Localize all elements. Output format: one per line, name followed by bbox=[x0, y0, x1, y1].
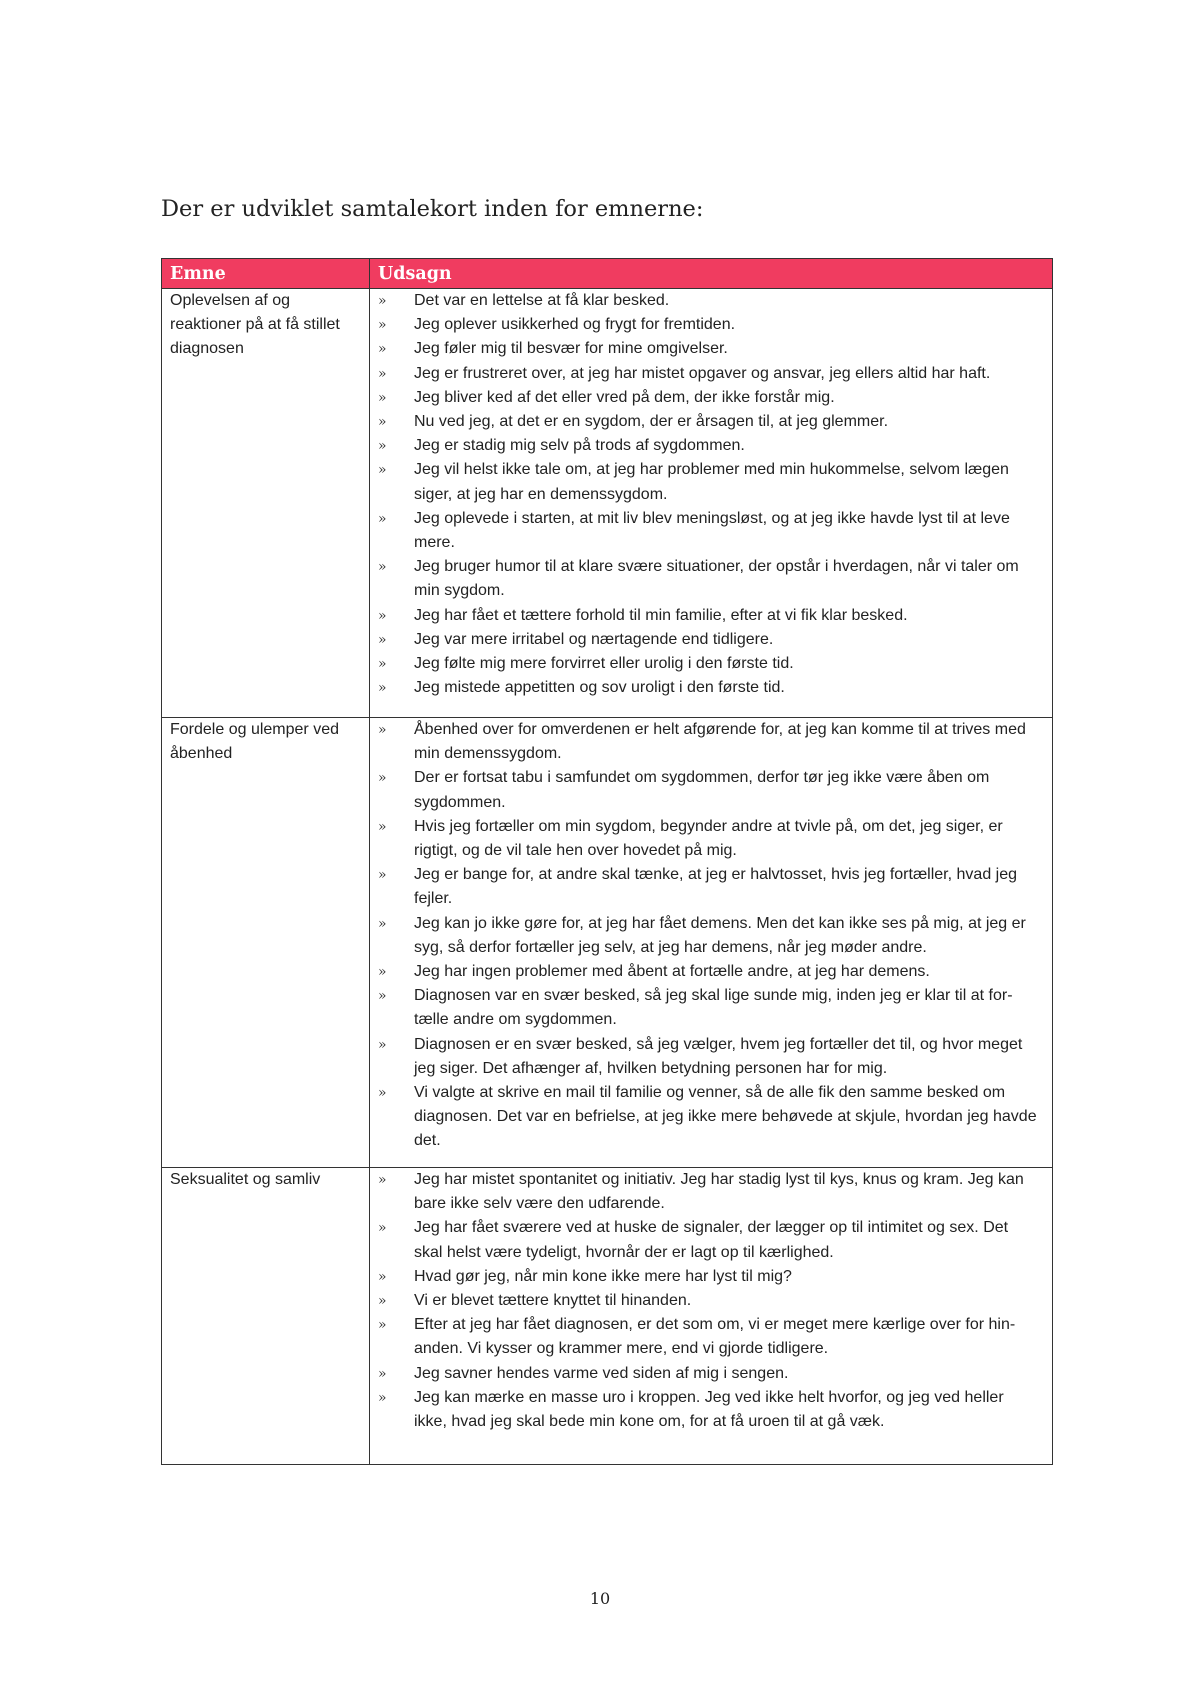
statement-text: Jeg har mistet spontanitet og initiativ. Jeg har stadig lyst til kys, knus og kram. Jeg kan bare ikke selv være den udfarende. bbox=[414, 1171, 1024, 1213]
statement-text: Jeg oplevede i starten, at mit liv blev meningsløst, og at jeg ikke havde lyst til at leve mere. bbox=[414, 509, 1010, 552]
bullet-icon: » bbox=[378, 818, 387, 835]
statement-item bbox=[378, 1289, 1044, 1313]
statement-text: Jeg er bange for, at andre skal tænke, at jeg er halvtosset, hvis jeg fortæller, hvad jeg fejler. bbox=[414, 866, 1018, 908]
bullet-icon: » bbox=[378, 365, 387, 382]
statement-text: Jeg har ingen problemer med åbent at fortælle andre, at jeg har demens. bbox=[414, 963, 930, 981]
statement-text: Efter at jeg har fået diagnosen, er det som om, vi er meget mere kærlige over for hinanden. Vi kysser og krammer mere, end vi gjorde tidligere. bbox=[414, 1316, 1016, 1358]
statement-item bbox=[378, 960, 1044, 984]
bullet-icon: » bbox=[378, 317, 387, 334]
statement-item bbox=[378, 434, 1044, 458]
intro-heading: Der er udviklet samtalekort inden for emnerne: bbox=[161, 196, 704, 222]
statement-item bbox=[378, 507, 1044, 555]
statement-item bbox=[378, 1386, 1044, 1434]
statements-cell bbox=[370, 718, 1053, 1168]
statement-item bbox=[378, 410, 1044, 434]
bullet-icon: » bbox=[378, 510, 387, 527]
statement-item bbox=[378, 1216, 1044, 1264]
statement-item bbox=[378, 628, 1044, 652]
bullet-icon: » bbox=[378, 867, 387, 884]
statement-text: Jeg bruger humor til at klare svære situationer, der opstår i hverdagen, når vi taler om min sygdom. bbox=[414, 558, 1019, 600]
statement-item bbox=[378, 912, 1044, 960]
bullet-icon: » bbox=[378, 389, 387, 406]
bullet-icon: » bbox=[378, 915, 387, 932]
bullet-icon: » bbox=[378, 438, 387, 455]
statement-list bbox=[378, 1168, 1044, 1434]
bullet-icon: » bbox=[378, 680, 387, 697]
statement-text: Jeg bliver ked af det eller vred på dem, der ikke forstår mig. bbox=[414, 388, 835, 406]
statement-item bbox=[378, 1313, 1044, 1361]
topic-cell: Fordele og ulemper ved åbenhed bbox=[162, 718, 370, 1168]
bullet-icon: » bbox=[378, 293, 387, 309]
bullet-icon: » bbox=[378, 1389, 387, 1406]
bullet-icon: » bbox=[378, 1365, 387, 1382]
bullet-icon: » bbox=[378, 1268, 387, 1285]
bullet-icon: » bbox=[378, 656, 387, 673]
statement-text: Jeg savner hendes varme ved siden af mig i sengen. bbox=[414, 1364, 789, 1382]
statement-text: Jeg kan mærke en masse uro i kroppen. Jeg ved ikke helt hvorfor, og jeg ved heller ikke, hvad jeg skal bede min kone om, for at få uroen til at gå væk. bbox=[414, 1388, 1004, 1431]
statement-text: Jeg er frustreret over, at jeg har mistet opgaver og ansvar, jeg ellers altid har haft. bbox=[414, 364, 991, 382]
statement-text: Hvis jeg fortæller om min sygdom, begynder andre at tvivle på, om det, jeg siger, er rigtigt, og de vil tale hen over hovedet på mig. bbox=[414, 817, 1003, 860]
statements-cell bbox=[370, 289, 1053, 718]
statement-item bbox=[378, 766, 1044, 814]
statement-item bbox=[378, 362, 1044, 386]
statement-text: Jeg mistede appetitten og sov uroligt i den første tid. bbox=[414, 679, 785, 697]
statement-item bbox=[378, 555, 1044, 603]
statement-text: Jeg er stadig mig selv på trods af sygdommen. bbox=[414, 437, 745, 455]
page-number: 10 bbox=[589, 1589, 611, 1608]
statement-item bbox=[378, 604, 1044, 628]
statement-text: Der er fortsat tabu i samfundet om sygdommen, derfor tør jeg ikke være åben om sygdommen. bbox=[414, 769, 990, 811]
bullet-icon: » bbox=[378, 1317, 387, 1334]
topic-cell: Seksualitet og samliv bbox=[162, 1168, 370, 1465]
bullet-icon: » bbox=[378, 414, 387, 431]
statement-text: Hvad gør jeg, når min kone ikke mere har lyst til mig? bbox=[414, 1267, 792, 1285]
bullet-icon: » bbox=[378, 1172, 387, 1188]
statement-item bbox=[378, 1265, 1044, 1289]
statement-list bbox=[378, 718, 1044, 1154]
bullet-icon: » bbox=[378, 988, 387, 1005]
bullet-icon: » bbox=[378, 607, 387, 624]
statement-text: Jeg oplever usikkerhed og frygt for fremtiden. bbox=[414, 316, 736, 334]
statement-item bbox=[378, 386, 1044, 410]
header-emne: Emne bbox=[162, 259, 370, 289]
statement-item bbox=[378, 313, 1044, 337]
statement-item bbox=[378, 337, 1044, 361]
bullet-icon: » bbox=[378, 1293, 387, 1310]
header-row bbox=[162, 259, 1053, 289]
statement-text: Vi valgte at skrive en mail til familie og venner, så de alle fik den samme besked om diagnosen. Det var en befrielse, at jeg ikke mere behøvede at skjule, hvordan jeg havde det. bbox=[414, 1084, 1037, 1150]
statement-item bbox=[378, 863, 1044, 911]
bullet-icon: » bbox=[378, 770, 387, 787]
table-row bbox=[162, 289, 1053, 718]
statement-item bbox=[378, 1362, 1044, 1386]
bullet-icon: » bbox=[378, 341, 387, 358]
statement-text: Jeg følte mig mere forvirret eller urolig i den første tid. bbox=[414, 655, 794, 673]
statement-text: Jeg kan jo ikke gøre for, at jeg har fået demens. Men det kan ikke ses på mig, at jeg er syg, så derfor fortæller jeg selv, at jeg har demens, når jeg møder andre. bbox=[414, 914, 1026, 956]
statement-item bbox=[378, 1033, 1044, 1081]
bullet-icon: » bbox=[378, 1220, 387, 1237]
statement-item bbox=[378, 652, 1044, 676]
header-udsagn: Udsagn bbox=[370, 259, 1053, 289]
statement-text: Jeg føler mig til besvær for mine omgivelser. bbox=[414, 340, 728, 358]
statements-cell bbox=[370, 1168, 1053, 1465]
statement-text: Vi er blevet tættere knyttet til hinanden. bbox=[414, 1292, 692, 1310]
statement-item bbox=[378, 1081, 1044, 1154]
statement-text: Nu ved jeg, at det er en sygdom, der er årsagen til, at jeg glemmer. bbox=[414, 413, 889, 431]
table-row bbox=[162, 718, 1053, 1168]
statement-text: Jeg vil helst ikke tale om, at jeg har problemer med min hukommelse, selvom lægen siger, at jeg har en demenssygdom. bbox=[414, 461, 1009, 503]
statement-item bbox=[378, 984, 1044, 1032]
statement-text: Jeg har fået sværere ved at huske de signaler, der lægger op til intimitet og sex. Det skal helst være tydeligt, hvornår der er lagt op til kærlighed. bbox=[414, 1219, 1009, 1261]
bullet-icon: » bbox=[378, 964, 387, 981]
bullet-icon: » bbox=[378, 559, 387, 576]
bullet-icon: » bbox=[378, 1085, 387, 1102]
bullet-icon: » bbox=[378, 1036, 387, 1053]
statement-item bbox=[378, 458, 1044, 506]
topic-cell: Oplevelsen af og reaktioner på at få stillet diagnosen bbox=[162, 289, 370, 718]
statement-list bbox=[378, 289, 1044, 700]
statement-text: Åbenhed over for omverdenen er helt afgørende for, at jeg kan komme til at trives med min demenssygdom. bbox=[414, 721, 1026, 763]
statement-item bbox=[378, 718, 1044, 766]
bullet-icon: » bbox=[378, 462, 387, 479]
statement-text: Diagnosen var en svær besked, så jeg skal lige sunde mig, inden jeg er klar til at fortælle andre om sygdommen. bbox=[414, 987, 1013, 1029]
statement-item bbox=[378, 815, 1044, 863]
bullet-icon: » bbox=[378, 722, 387, 738]
statement-text: Diagnosen er en svær besked, så jeg vælger, hvem jeg fortæller det til, og hvor meget jeg siger. Det afhænger af, hvilken betydning personen har for mig. bbox=[414, 1035, 1023, 1077]
statement-text: Jeg har fået et tættere forhold til min familie, efter at vi fik klar besked. bbox=[414, 606, 908, 624]
statement-item bbox=[378, 1168, 1044, 1216]
bullet-icon: » bbox=[378, 631, 387, 648]
statement-text: Jeg var mere irritabel og nærtagende end tidligere. bbox=[414, 630, 774, 648]
statement-item bbox=[378, 289, 1044, 313]
topics-table bbox=[161, 258, 1053, 1465]
statement-text: Det var en lettelse at få klar besked. bbox=[414, 292, 670, 309]
table-row bbox=[162, 1168, 1053, 1465]
statement-item bbox=[378, 676, 1044, 700]
